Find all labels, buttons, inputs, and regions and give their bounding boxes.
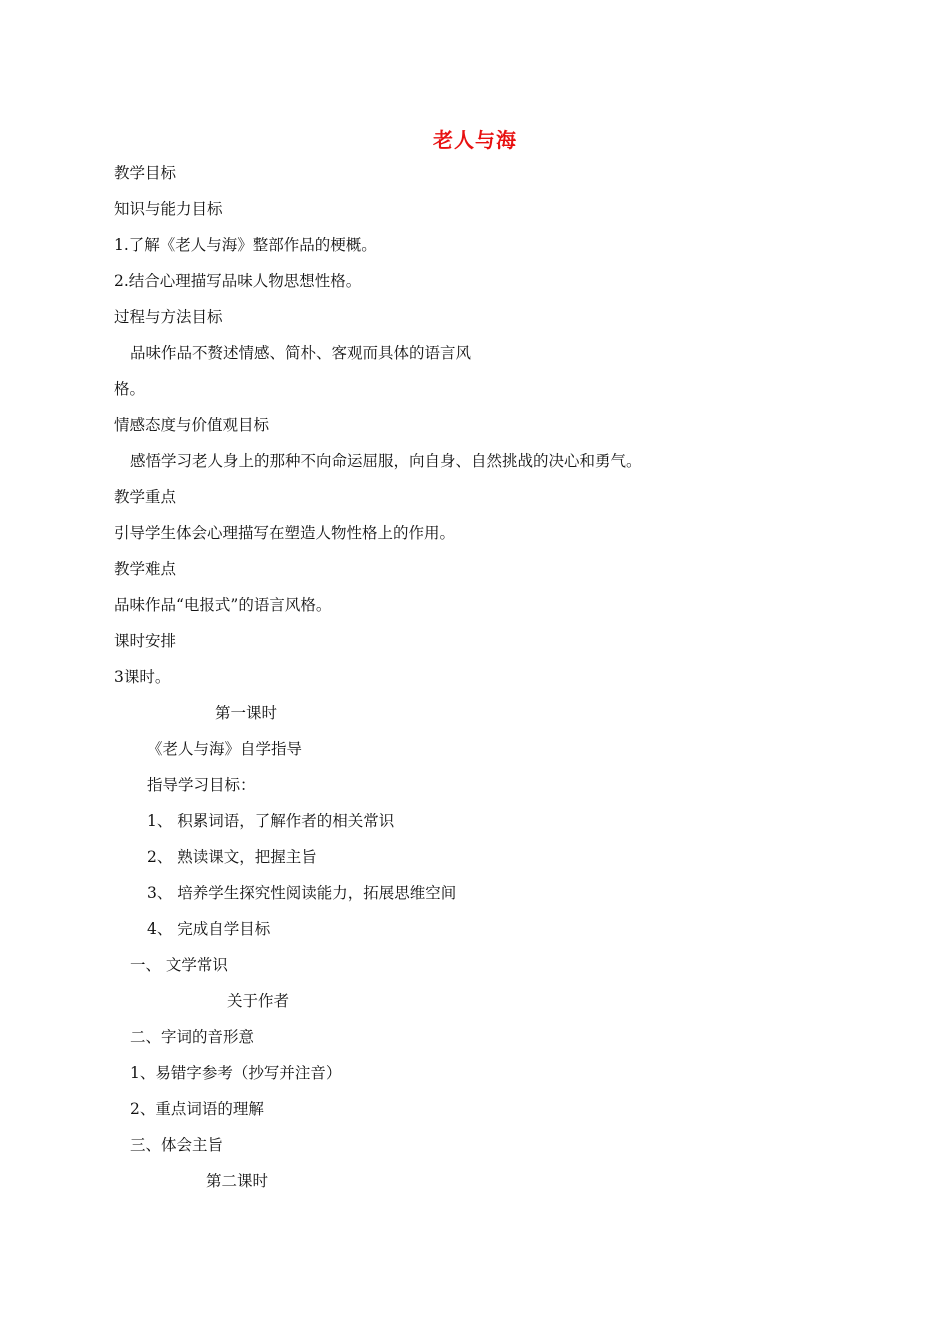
goal-item-2: 2.结合心理描写品味人物思想性格。 bbox=[114, 272, 362, 290]
process-goal-text: 品味作品不赘述情感、简朴、客观而具体的语言风 bbox=[130, 344, 472, 362]
difficulty-text: 品味作品“电报式”的语言风格。 bbox=[114, 596, 332, 614]
heading-knowledge-goals: 知识与能力目标 bbox=[114, 200, 223, 218]
schedule-text: 3课时。 bbox=[114, 668, 171, 686]
heading-schedule: 课时安排 bbox=[114, 632, 177, 650]
heading-key-point: 教学重点 bbox=[114, 488, 177, 506]
guide-goal-item-3: 3、 培养学生探究性阅读能力，拓展思维空间 bbox=[147, 884, 457, 902]
heading-teaching-goals: 教学目标 bbox=[114, 164, 177, 182]
guide-goal-item-2: 2、 熟读课文，把握主旨 bbox=[147, 848, 317, 866]
heading-process-goals: 过程与方法目标 bbox=[114, 308, 223, 326]
self-study-guide-heading: 《老人与海》自学指导 bbox=[147, 740, 303, 758]
guide-goal-item-4: 4、 完成自学目标 bbox=[147, 920, 271, 938]
vocabulary-item-1: 1、易错字参考（抄写并注音） bbox=[130, 1064, 342, 1082]
section-literature: 一、 文学常识 bbox=[130, 956, 228, 974]
process-goal-text-cont: 格。 bbox=[114, 380, 146, 398]
about-author-heading: 关于作者 bbox=[227, 992, 290, 1010]
attitude-goal-text: 感悟学习老人身上的那种不向命运屈服，向自身、自然挑战的决心和勇气。 bbox=[130, 452, 642, 470]
key-point-text: 引导学生体会心理描写在塑造人物性格上的作用。 bbox=[114, 524, 456, 542]
guide-goals-heading: 指导学习目标： bbox=[147, 776, 256, 794]
section-theme: 三、体会主旨 bbox=[130, 1136, 224, 1154]
page-title: 老人与海 bbox=[433, 128, 517, 152]
lesson-two-heading: 第二课时 bbox=[206, 1172, 269, 1190]
lesson-one-heading: 第一课时 bbox=[215, 704, 278, 722]
heading-difficulty: 教学难点 bbox=[114, 560, 177, 578]
section-vocabulary: 二、字词的音形意 bbox=[130, 1028, 255, 1046]
heading-attitude-goals: 情感态度与价值观目标 bbox=[114, 416, 270, 434]
guide-goal-item-1: 1、 积累词语，了解作者的相关常识 bbox=[147, 812, 395, 830]
vocabulary-item-2: 2、重点词语的理解 bbox=[130, 1100, 264, 1118]
goal-item-1: 1.了解《老人与海》整部作品的梗概。 bbox=[114, 236, 377, 254]
